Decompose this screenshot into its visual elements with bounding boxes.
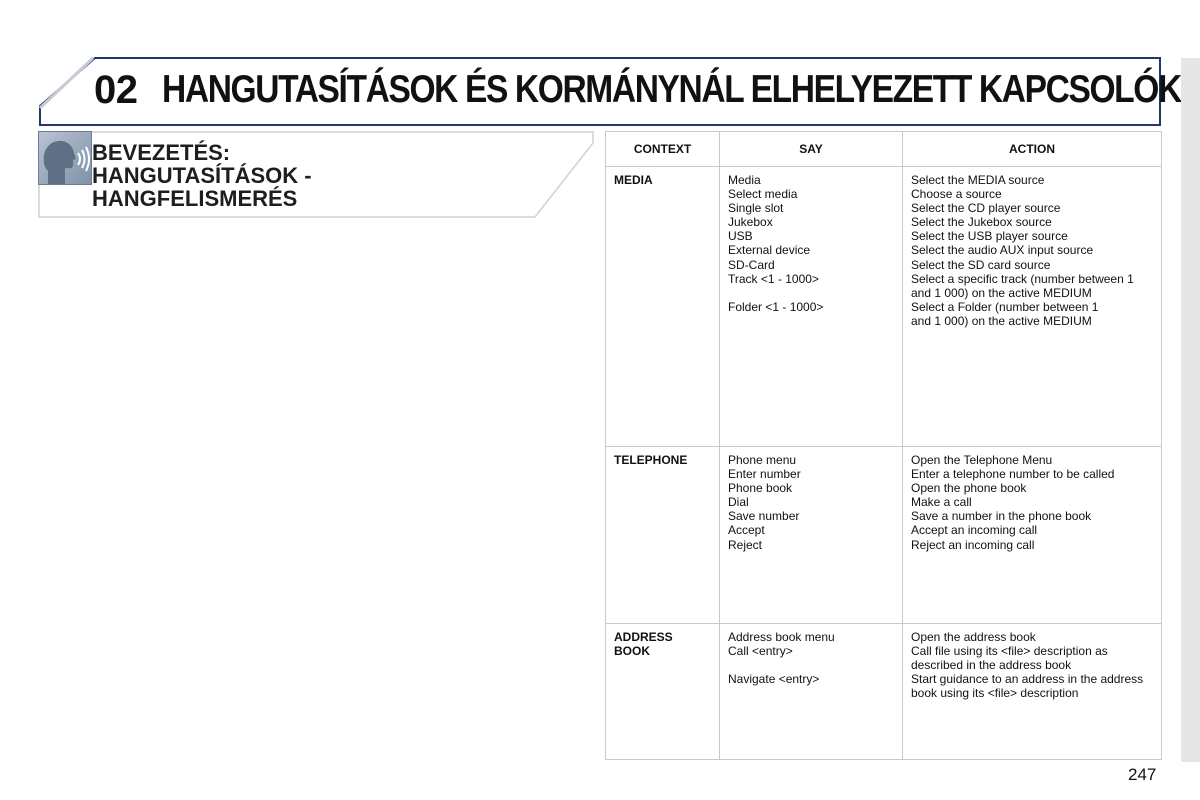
say-cell — [720, 167, 903, 447]
table-row-telephone — [606, 447, 1162, 624]
context-label: ADDRESS — [614, 630, 673, 644]
action-text: and 1 000) on the active MEDIUM — [911, 285, 1092, 300]
action-cell — [903, 167, 1162, 447]
action-text: Save a number in the phone book — [911, 509, 1092, 524]
say-command: Jukebox — [728, 215, 773, 230]
action-cell — [903, 447, 1162, 624]
action-text: Call file using its <file> description as — [911, 644, 1108, 659]
say-command: Save number — [728, 509, 800, 524]
context-cell — [606, 167, 720, 447]
action-text: described in the address book — [911, 658, 1072, 673]
say-command: Track <1 - 1000> — [728, 271, 819, 286]
action-text: Select a specific track (number between 1 — [911, 271, 1134, 286]
section-header-box — [38, 131, 598, 221]
say-command: Navigate <entry> — [728, 672, 820, 687]
chapter-title: HANGUTASÍTÁSOK ÉS KORMÁNYNÁL ELHELYEZETT KAPCSOLÓK — [162, 68, 1181, 111]
say-command: Address book menu — [728, 630, 835, 644]
say-command: USB — [728, 229, 753, 244]
say-command: Enter number — [728, 467, 801, 482]
action-text: Select a Folder (number between 1 — [911, 299, 1099, 314]
spacer — [728, 658, 896, 672]
say-command: Reject — [728, 537, 763, 552]
action-text: and 1 000) on the active MEDIUM — [911, 313, 1092, 328]
action-text: Open the address book — [911, 630, 1036, 644]
column-header-context: CONTEXT — [606, 132, 720, 167]
chapter-header — [0, 0, 1200, 135]
action-text: Select the CD player source — [911, 201, 1061, 216]
say-cell — [720, 447, 903, 624]
action-text: Enter a telephone number to be called — [911, 467, 1115, 482]
action-text: Start guidance to an address in the address — [911, 672, 1144, 687]
section-title-line: BEVEZETÉS: — [92, 140, 231, 165]
say-command: Select media — [728, 187, 798, 202]
table-row-media — [606, 167, 1162, 447]
section-title — [92, 141, 392, 210]
section-title-line: HANGFELISMERÉS — [92, 186, 298, 211]
say-command: Dial — [728, 495, 749, 510]
context-label: BOOK — [614, 644, 650, 659]
table-row-address-book — [606, 624, 1162, 760]
action-text: Select the audio AUX input source — [911, 243, 1094, 258]
say-command: Folder <1 - 1000> — [728, 299, 824, 314]
action-text: Select the MEDIA source — [911, 173, 1045, 187]
voice-command-table — [605, 131, 1162, 760]
page-number: 247 — [1128, 765, 1157, 784]
context-label: MEDIA — [614, 173, 653, 187]
say-command: Single slot — [728, 201, 784, 216]
column-header-action: ACTION — [903, 132, 1162, 167]
say-cell — [720, 624, 903, 760]
action-cell — [903, 624, 1162, 760]
action-text: Accept an incoming call — [911, 523, 1038, 538]
say-command: Media — [728, 173, 761, 187]
say-command: SD-Card — [728, 257, 775, 272]
action-text: Select the Jukebox source — [911, 215, 1052, 230]
chapter-number: 02 — [94, 68, 138, 112]
column-header-say: SAY — [720, 132, 903, 167]
say-command: Phone menu — [728, 453, 797, 467]
section-title-line: HANGUTASÍTÁSOK - — [92, 163, 312, 188]
context-cell — [606, 624, 720, 760]
table-header-row — [606, 132, 1162, 167]
spacer — [728, 286, 896, 300]
say-command: Phone book — [728, 481, 793, 496]
page-side-tab — [1181, 58, 1200, 762]
action-text: book using its <file> description — [911, 686, 1079, 701]
action-text: Open the Telephone Menu — [911, 453, 1053, 467]
context-label: TELEPHONE — [614, 453, 688, 467]
action-text: Open the phone book — [911, 481, 1027, 496]
context-cell — [606, 447, 720, 624]
action-text: Select the SD card source — [911, 257, 1051, 272]
say-command: Call <entry> — [728, 644, 793, 659]
action-text: Select the USB player source — [911, 229, 1068, 244]
action-text: Choose a source — [911, 187, 1002, 202]
action-text: Reject an incoming call — [911, 537, 1035, 552]
action-text: Make a call — [911, 495, 972, 510]
say-command: External device — [728, 243, 811, 258]
speaking-head-icon — [38, 131, 92, 185]
say-command: Accept — [728, 523, 765, 538]
